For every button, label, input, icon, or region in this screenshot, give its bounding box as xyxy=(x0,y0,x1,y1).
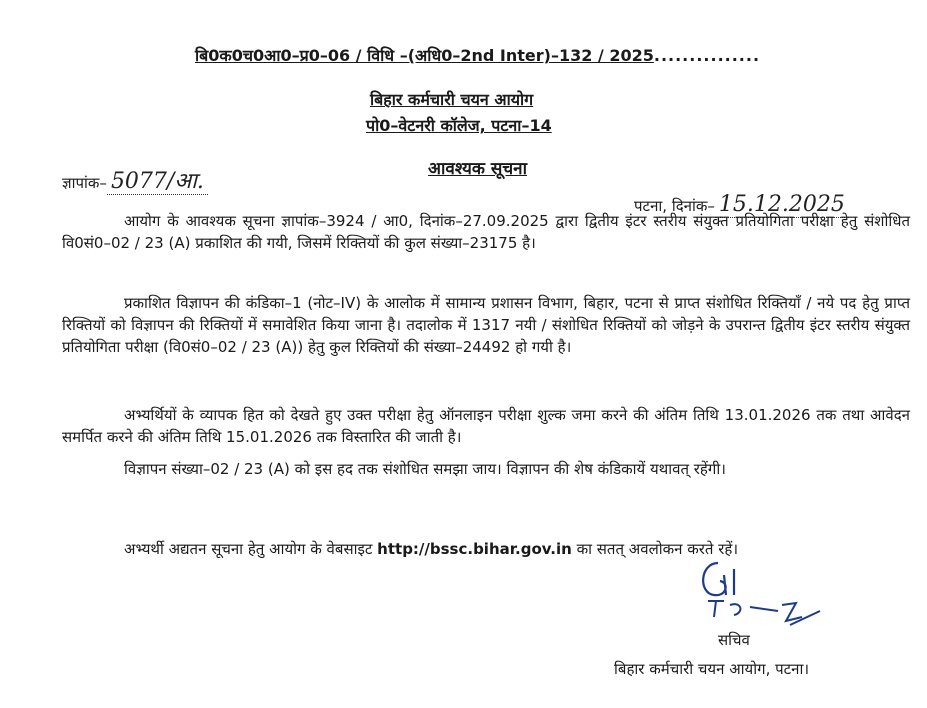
org-name-heading: बिहार कर्मचारी चयन आयोग xyxy=(370,90,534,109)
paragraph-5-post: का सतत् अवलोकन करते रहें। xyxy=(571,540,739,558)
date-value: 15.12.2025 xyxy=(715,192,849,218)
paragraph-5 xyxy=(124,539,738,559)
reference-dots: ............... xyxy=(653,46,761,65)
notice-title: आवश्यक सूचना xyxy=(428,159,528,179)
signature-image xyxy=(690,555,840,640)
website-link[interactable]: http://bssc.bihar.gov.in xyxy=(377,540,572,558)
memo-label: ज्ञापांक– xyxy=(62,174,107,192)
memo-line xyxy=(62,165,208,195)
reference-number xyxy=(195,44,760,66)
date-label: पटना, दिनांक– xyxy=(634,197,715,215)
memo-number: 5077/आ. xyxy=(107,169,208,195)
paragraph-4: विज्ञापन संख्या–02 / 23 (A) को इस हद तक संशोधित समझा जाय। विज्ञापन की शेष कंडिकायें यथावत् रहेंगी। xyxy=(124,460,726,478)
signatory-organization: बिहार कर्मचारी चयन आयोग, पटना। xyxy=(614,660,810,678)
signatory-designation: सचिव xyxy=(718,631,750,649)
paragraph-2: प्रकाशित विज्ञापन की कंडिका–1 (नोट–IV) के आलोक में सामान्य प्रशासन विभाग, बिहार, पटना से प्राप्त संशोधित रिक्तियाँ / नये पद हेतु प्राप्त रिक्तियों को विज्ञापन की रिक्तियों में समावेशित किया जाना है। तदालोक में 1317 नयी / संशोधित रिक्तियों को जोड़ने के उपरान्त द्वितीय इंटर स्तरीय संयुक्त प्रतियोगिता परीक्षा (वि0सं0–02 / 23 (A)) हेतु कुल रिक्तियों की संख्या–24492 हो गयी है। xyxy=(62,294,910,356)
reference-text: बि0क0च0आ0–प्र0–06 / विधि –(अधि0–2nd Inter)–132 / 2025 xyxy=(195,46,654,65)
paragraph-5-pre: अभ्यर्थी अद्यतन सूचना हेतु आयोग के वेबसाइट xyxy=(124,540,378,558)
paragraph-1: आयोग के आवश्यक सूचना ज्ञापांक–3924 / आ0, दिनांक–27.09.2025 द्वारा द्वितीय इंटर स्तरीय संयुक्त प्रतियोगिता परीक्षा हेतु संशोधित वि0सं0–02 / 23 (A) प्रकाशित की गयी, जिसमें रिक्तियों की कुल संख्या–23175 है। xyxy=(62,212,910,252)
org-address: पो0–वेटनरी कॉलेज, पटना–14 xyxy=(366,116,552,135)
paragraph-3: अभ्यर्थियों के व्यापक हित को देखते हुए उक्त परीक्षा हेतु ऑनलाइन परीक्षा शुल्क जमा करने की अंतिम तिथि 13.01.2026 तक तथा आवेदन समर्पित करने की अंतिम तिथि 15.01.2026 तक विस्तारित की जाती है। xyxy=(62,406,910,446)
